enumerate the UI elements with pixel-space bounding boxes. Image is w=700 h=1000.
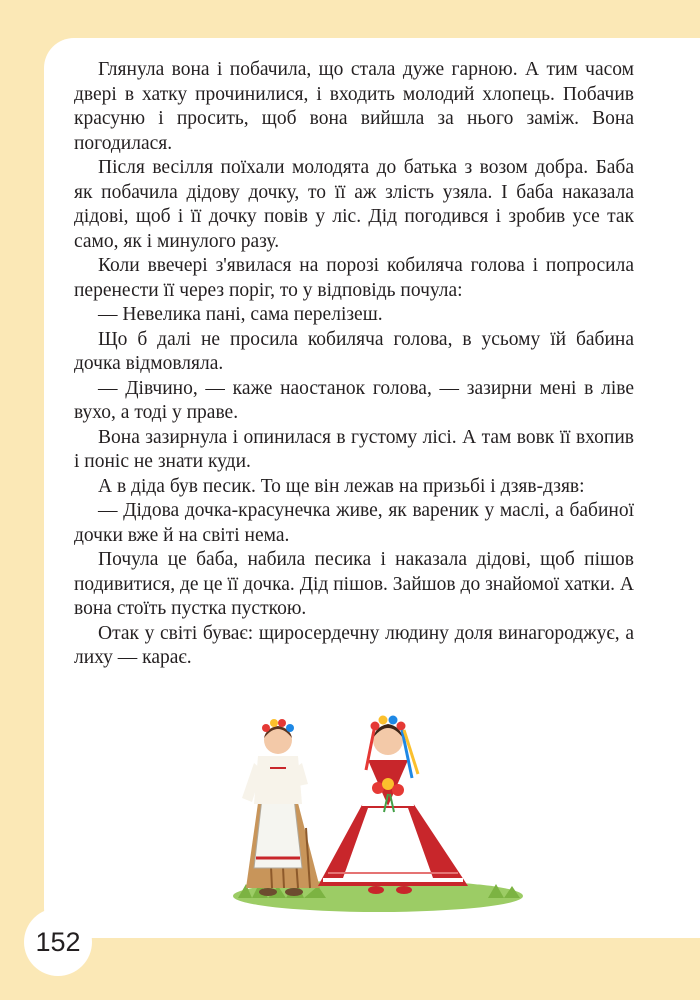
- paragraph: Що б далі не просила кобиляча голова, в усьому їй бабина дочка відмовляла.: [74, 328, 634, 374]
- left-girl: [242, 719, 320, 896]
- paragraph: — Дідова дочка-красунечка живе, як вареник у маслі, а бабиної дочки вже й на світі нема.: [74, 500, 634, 546]
- story-text: [74, 58, 634, 671]
- paragraph: А в діда був песик. То ще він лежав на призьбі і дзяв-дзяв:: [98, 475, 585, 497]
- paragraph: Після весілля поїхали молодята до батька з возом добра. Баба як побачила дідову дочку, то її аж злість узяла. І баба наказала дідові, щоб і її дочку повів у ліс. Дід погодився і зробив усе так само, як і минулого разу.: [74, 157, 634, 252]
- paragraph: Вона зазирнула і опинилася в густому лісі. А там вовк її вхопив і поніс не знати куди.: [74, 426, 634, 472]
- paragraph: — Невелика пані, сама перелізеш.: [98, 304, 383, 325]
- paragraph: Коли ввечері з'явилася на порозі кобиляча голова і попросила перенести її через поріг, то у відповідь почула:: [74, 255, 634, 301]
- right-girl: [318, 716, 468, 895]
- two-girls-illustration: [228, 708, 528, 918]
- paragraph: Глянула вона і побачила, що стала дуже гарною. А тим часом двері в хатку прочинилися, і входить молодий хлопець. Побачив красуню і просить, щоб вона вийшла за нього заміж. Вона погодилася.: [74, 59, 634, 154]
- paragraph: Почула це баба, набила песика і наказала дідові, щоб пішов подивитися, де це її дочка. Дід пішов. Зайшов до знайомої хатки. А вона стоїть пустка пусткою.: [74, 549, 634, 619]
- page-number: 152: [24, 908, 92, 976]
- paragraph: — Дівчино, — каже наостанок голова, — зазирни мені в ліве вухо, а тоді у праве.: [74, 377, 634, 423]
- paragraph: Отак у світі буває: щиросердечну людину доля винагороджує, а лиху — карає.: [74, 622, 634, 668]
